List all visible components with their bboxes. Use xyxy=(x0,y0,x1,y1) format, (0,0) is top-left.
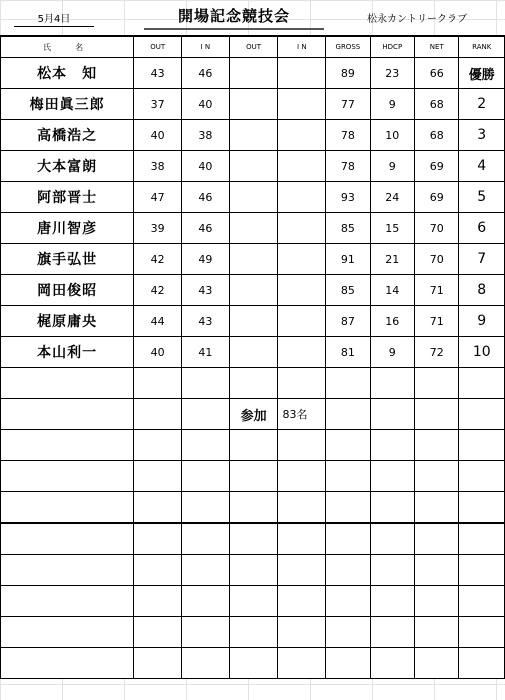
gross-score: 85 xyxy=(326,275,370,306)
net-score: 70 xyxy=(415,244,459,275)
player-name: 松本 知 xyxy=(1,58,134,89)
out-score: 47 xyxy=(134,182,182,213)
hdcp-value: 15 xyxy=(370,213,414,244)
out-score: 40 xyxy=(134,120,182,151)
gross-score: 81 xyxy=(326,337,370,368)
table-row xyxy=(1,337,505,368)
in-score: 43 xyxy=(182,275,230,306)
table-row xyxy=(1,213,505,244)
empty-row xyxy=(1,461,505,492)
in-score-2 xyxy=(278,58,326,89)
player-name: 本山利一 xyxy=(1,337,134,368)
table-row xyxy=(1,89,505,120)
table-row xyxy=(1,58,505,89)
net-score: 71 xyxy=(415,306,459,337)
rank-value: 10 xyxy=(459,337,505,368)
hdcp-value: 23 xyxy=(370,58,414,89)
player-name: 大本富朗 xyxy=(1,151,134,182)
table-row xyxy=(1,182,505,213)
empty-row xyxy=(1,523,505,555)
net-score: 66 xyxy=(415,58,459,89)
player-name: 岡田俊昭 xyxy=(1,275,134,306)
out-score-2 xyxy=(229,182,278,213)
table-row xyxy=(1,151,505,182)
empty-row xyxy=(1,430,505,461)
table-row xyxy=(1,306,505,337)
header-out-2: OUT xyxy=(229,36,278,58)
out-score-2 xyxy=(229,89,278,120)
empty-row xyxy=(1,617,505,648)
gross-score: 89 xyxy=(326,58,370,89)
in-score: 40 xyxy=(182,89,230,120)
hdcp-value: 14 xyxy=(370,275,414,306)
out-score: 39 xyxy=(134,213,182,244)
hdcp-value: 16 xyxy=(370,306,414,337)
event-date: 5月4日 xyxy=(14,10,94,27)
net-score: 72 xyxy=(415,337,459,368)
in-score-2 xyxy=(278,213,326,244)
in-score: 46 xyxy=(182,58,230,89)
out-score-2 xyxy=(229,306,278,337)
empty-row xyxy=(1,368,505,399)
gross-score: 87 xyxy=(326,306,370,337)
rank-value: 8 xyxy=(459,275,505,306)
in-score-2 xyxy=(278,337,326,368)
in-score-2 xyxy=(278,182,326,213)
empty-row xyxy=(1,555,505,586)
out-score-2 xyxy=(229,244,278,275)
out-score: 44 xyxy=(134,306,182,337)
header-in-1: I N xyxy=(182,36,230,58)
empty-row xyxy=(1,492,505,524)
net-score: 70 xyxy=(415,213,459,244)
rank-value: 7 xyxy=(459,244,505,275)
player-name: 旗手弘世 xyxy=(1,244,134,275)
out-score: 43 xyxy=(134,58,182,89)
rank-value: 5 xyxy=(459,182,505,213)
hdcp-value: 9 xyxy=(370,89,414,120)
table-row xyxy=(1,244,505,275)
header-hdcp: HDCP xyxy=(370,36,414,58)
player-name: 梅田眞三郎 xyxy=(1,89,134,120)
in-score: 40 xyxy=(182,151,230,182)
in-score-2 xyxy=(278,89,326,120)
participants-count: 83名 xyxy=(278,399,326,430)
in-score-2 xyxy=(278,306,326,337)
net-score: 68 xyxy=(415,89,459,120)
in-score: 38 xyxy=(182,120,230,151)
out-score-2 xyxy=(229,213,278,244)
header-gross: GROSS xyxy=(326,36,370,58)
empty-row xyxy=(1,586,505,617)
rank-value: 9 xyxy=(459,306,505,337)
header-out-1: OUT xyxy=(134,36,182,58)
out-score: 40 xyxy=(134,337,182,368)
rank-value: 4 xyxy=(459,151,505,182)
player-name: 阿部晋士 xyxy=(1,182,134,213)
participants-row xyxy=(1,399,505,430)
in-score: 46 xyxy=(182,213,230,244)
hdcp-value: 9 xyxy=(370,151,414,182)
in-score-2 xyxy=(278,244,326,275)
out-score: 37 xyxy=(134,89,182,120)
empty-row xyxy=(1,648,505,679)
rank-value: 6 xyxy=(459,213,505,244)
gross-score: 78 xyxy=(326,120,370,151)
net-score: 71 xyxy=(415,275,459,306)
header-in-2: I N xyxy=(278,36,326,58)
out-score-2 xyxy=(229,275,278,306)
rank-value: 優勝 xyxy=(459,58,505,89)
rank-value: 3 xyxy=(459,120,505,151)
out-score-2 xyxy=(229,337,278,368)
hdcp-value: 9 xyxy=(370,337,414,368)
event-title: 開場記念競技会 xyxy=(144,5,324,30)
gross-score: 93 xyxy=(326,182,370,213)
club-name: 松永カントリークラブ xyxy=(367,14,467,25)
in-score: 43 xyxy=(182,306,230,337)
in-score: 49 xyxy=(182,244,230,275)
in-score: 41 xyxy=(182,337,230,368)
out-score-2 xyxy=(229,58,278,89)
gross-score: 77 xyxy=(326,89,370,120)
hdcp-value: 24 xyxy=(370,182,414,213)
player-name: 唐川智彦 xyxy=(1,213,134,244)
out-score: 42 xyxy=(134,275,182,306)
table-row xyxy=(1,120,505,151)
header-name: 氏 名 xyxy=(1,36,134,58)
header-net: NET xyxy=(415,36,459,58)
table-header-row xyxy=(1,36,505,58)
header-rank: RANK xyxy=(459,36,505,58)
net-score: 68 xyxy=(415,120,459,151)
results-table xyxy=(0,35,505,679)
in-score: 46 xyxy=(182,182,230,213)
in-score-2 xyxy=(278,275,326,306)
participants-label: 参加 xyxy=(229,399,278,430)
gross-score: 91 xyxy=(326,244,370,275)
out-score: 42 xyxy=(134,244,182,275)
gross-score: 78 xyxy=(326,151,370,182)
in-score-2 xyxy=(278,120,326,151)
table-row xyxy=(1,275,505,306)
player-name: 梶原庸央 xyxy=(1,306,134,337)
net-score: 69 xyxy=(415,151,459,182)
player-name: 高橋浩之 xyxy=(1,120,134,151)
net-score: 69 xyxy=(415,182,459,213)
out-score-2 xyxy=(229,151,278,182)
out-score-2 xyxy=(229,120,278,151)
hdcp-value: 21 xyxy=(370,244,414,275)
hdcp-value: 10 xyxy=(370,120,414,151)
rank-value: 2 xyxy=(459,89,505,120)
in-score-2 xyxy=(278,151,326,182)
out-score: 38 xyxy=(134,151,182,182)
gross-score: 85 xyxy=(326,213,370,244)
